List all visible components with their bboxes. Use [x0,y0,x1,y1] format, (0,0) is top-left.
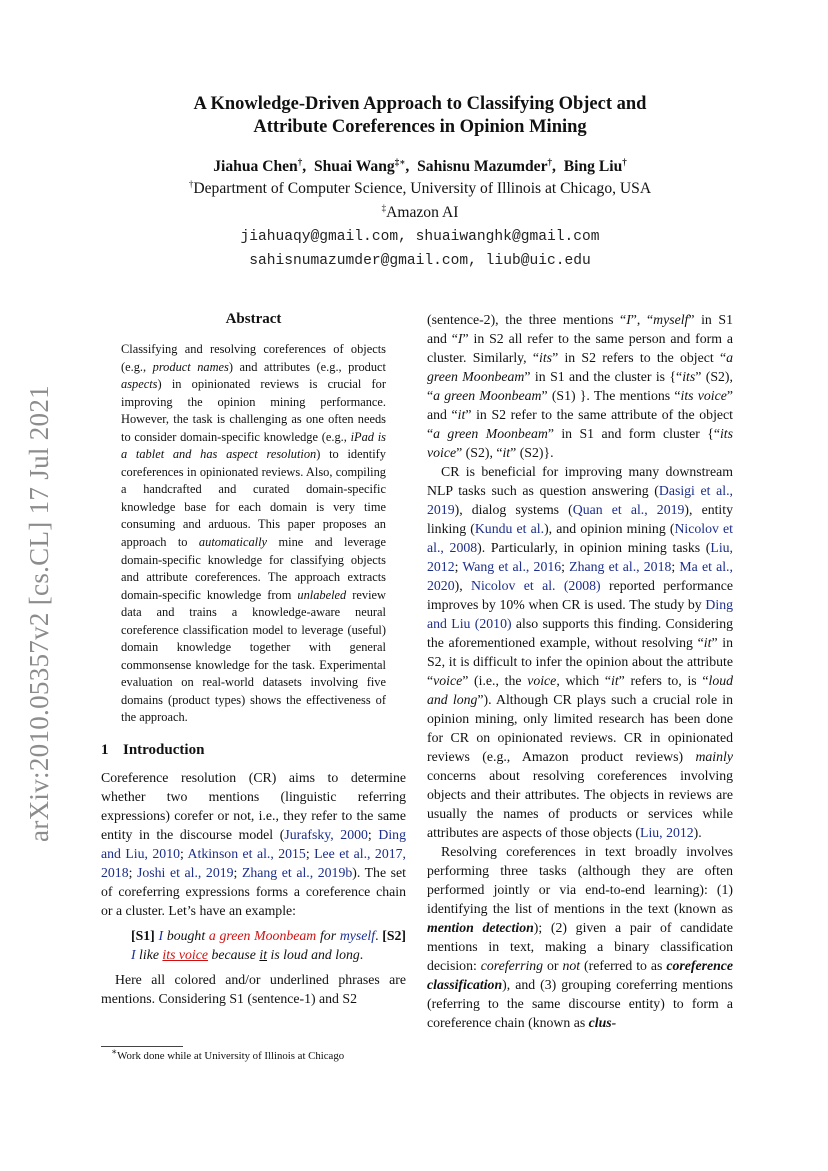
body-paragraph: (sentence-2), the three mentions “I”, “myself” in S1 and “I” in S2 all refer to the same person and form a cluster. Similarly, “its” in S2 refers to the object “a green Moonbeam” in S1 and the cluster is {“its” (S2), “a green Moonbeam” (S1) }. The mentions “its voice” and “it” in S2 refer to the same attribute of the object “a green Moonbeam” in S1 and form cluster {“its voice” (S2), “it” (S2)}. [427,312,733,460]
citation-link[interactable]: Liu, 2012 [640,825,694,840]
intro-paragraph: Coreference resolution (CR) aims to determine whether two mentions (linguistic referring expressions) corefer or not, i.e., they refer to the same entity in the discourse model (Jurafsky, 2000; Ding and Liu, 2010; Atkinson et al., 2015; Lee et al., 2017, 2018; Joshi et al., 2019; Zhang et al., 2019b). The set of coreferring expressions forms a coreference chain or a cluster. Let’s have an example: [101,770,406,919]
citation-link[interactable]: Jurafsky, 2000 [284,827,368,843]
author-mark: † [297,156,303,167]
citation-link[interactable]: Lee et al., 2017, 2018 [101,846,406,881]
mention: I [158,928,164,944]
author-name: Jiahua Chen [213,158,298,175]
affiliation-amazon: ‡Amazon AI [381,202,459,221]
author-name: Shuai Wang [313,158,395,175]
mention: it [259,947,268,963]
author-list: Jiahua Chen†, Shuai Wang‡∗, Sahisnu Mazumder†, Bing Liu† [213,156,627,175]
footnote: ∗Work done while at University of Illinois at Chicago [111,1046,345,1062]
body-paragraph: Resolving coreferences in text broadly involves performing three tasks (although they are often performed jointly or via end-to-end learning): (1) identifying the list of mentions in the text (known as mention detection); (2) given a pair of candidate mentions in text, making a binary classification decision: coreferring or not (referred to as coreference classification), and (3) grouping coreferring mentions (referring to the same discourse entity) to form a coreference chain (known as clus- [427,844,733,1030]
citation-link[interactable]: Ma et al., 2020 [427,559,733,593]
citation-link[interactable]: Zhang et al., 2018 [569,559,672,574]
mention: I [131,947,136,963]
citation-link[interactable]: Joshi et al., 2019 [137,865,234,881]
citation-link[interactable]: Zhang et al., 2019b [241,865,353,881]
paper-header [100,93,740,273]
citation-link[interactable]: Kundu et al. [474,521,545,536]
mention: its voice [162,947,209,963]
author-mark: ‡∗ [394,156,406,167]
citation-link[interactable]: Ding and Liu (2010) [427,597,733,631]
citation-link[interactable]: Nicolov et al. (2008) [470,578,601,593]
abstract-text: Classifying and resolving coreferences of objects (e.g., product names) and attributes (e.g., product aspects) in opinionated reviews is crucial for improving the opinion mining performance. However, the task is challenging as one often needs to consider domain-specific knowledge (e.g., iPad is a tablet and has aspect resolution) to identify coreferences in opinionated reviews. Also, compiling a handcrafted and curated domain-specific knowledge base for each domain is very time consuming and arduous. This paper proposes an approach to automatically mine and leverage domain-specific knowledge for classifying objects and attribute coreferences. The approach extracts domain-specific knowledge from unlabeled review data and trains a knowledge-aware neural coreference classification model to leverage (useful) domain knowledge together with general commonsense knowledge for the task. Experimental evaluation on real-world datasets involving five domains (product types) shows the effectiveness of the approach. [121,342,387,725]
citation-link[interactable]: Wang et al., 2016 [462,559,562,574]
citation-link[interactable]: Quan et al., 2019 [572,502,685,517]
author-name: Sahisnu Mazumder [417,158,548,175]
citation-link[interactable]: Liu, 2012 [427,540,733,574]
right-column [427,310,733,1032]
author-mark: † [547,156,553,167]
mention: myself [339,928,376,944]
abstract-heading: Abstract [225,311,282,327]
section-heading-introduction: 1 Introduction [101,742,205,759]
mention: a green Moonbeam [208,928,317,944]
author-mark: † [622,156,627,167]
affiliation-uic: †Department of Computer Science, University of Illinois at Chicago, USA [188,178,652,197]
paper-title: A Knowledge-Driven Approach to Classifying Object and Attribute Coreferences in Opinion Mining [193,94,647,137]
intro-paragraph: Here all colored and/or underlined phrases are mentions. Considering S1 (sentence-1) and S2 [101,972,406,1007]
citation-link[interactable]: Dasigi et al., 2019 [427,483,733,517]
left-column [101,310,406,1008]
example-sentences: [S1] I bought a green Moonbeam for myself. [S2] I like its voice because it is loud and long. [131,928,407,963]
author-name: Bing Liu [563,158,623,175]
arxiv-identifier: arXiv:2010.05357v2 [cs.CL] 17 Jul 2021 [23,384,54,842]
body-paragraph: CR is beneficial for improving many downstream NLP tasks such as question answering (Dasigi et al., 2019), dialog systems (Quan et al., 2019), entity linking (Kundu et al.), and opinion mining (Nicolov et al., 2008). Particularly, in opinion mining tasks (Liu, 2012; Wang et al., 2016; Zhang et al., 2018; Ma et al., 2020), Nicolov et al. (2008) reported performance improves by 10% when CR is used. The study by Ding and Liu (2010) also supports this finding. Considering the aforementioned example, without resolving “it” in S2, it is difficult to infer the opinion about the attribute “voice” (i.e., the voice, which “it” refers to, is “loud and long”). Although CR plays such a crucial role in opinion mining, only limited research has been done for CR on opinionated reviews. CR in opinionated reviews (e.g., Amazon product reviews) mainly concerns about resolving coreferences involving objects and their attributes. The objects in reviews are usually the names of products or services while attributes are aspects of those objects (Liu, 2012). [427,464,734,840]
citation-link[interactable]: Nicolov et al., 2008 [427,521,734,555]
citation-link[interactable]: Ding and Liu, 2010 [101,827,406,862]
author-emails: jiahuaqy@gmail.com, shuaiwanghk@gmail.com sahisnumazumder@gmail.com, liub@uic.edu [240,229,600,269]
citation-link[interactable]: Atkinson et al., 2015 [187,846,306,862]
